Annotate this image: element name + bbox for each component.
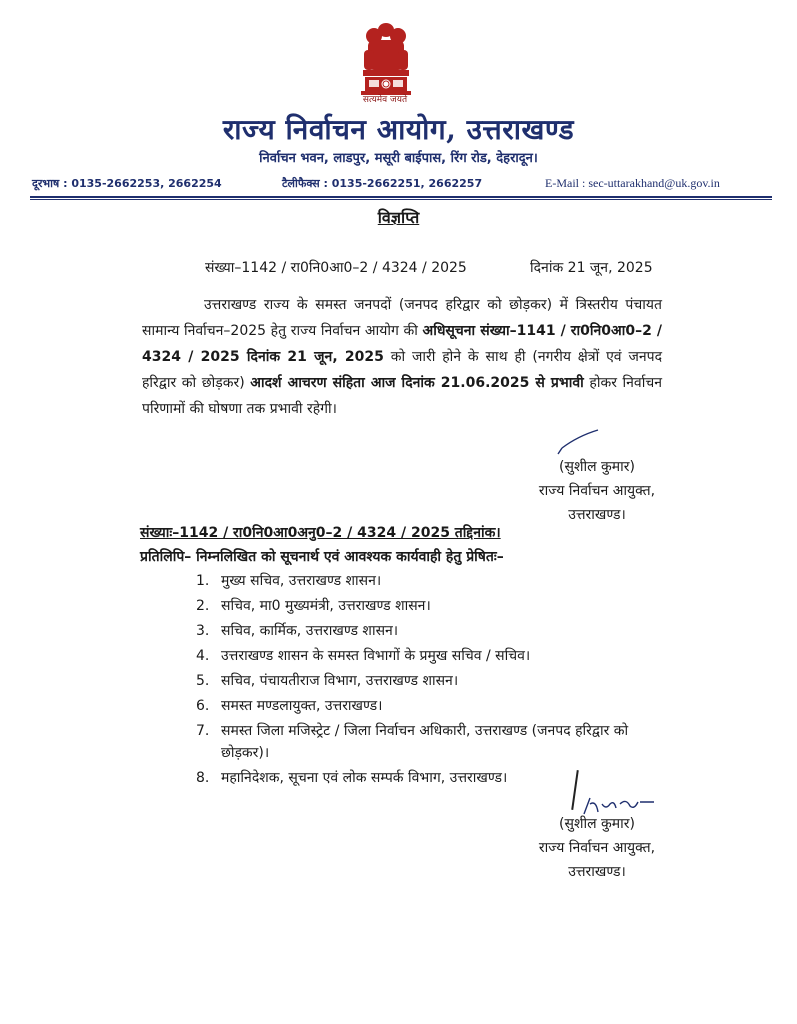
email-address: E-Mail : sec-uttarakhand@uk.gov.in	[545, 176, 720, 190]
list-item-text: सचिव, मा0 मुख्यमंत्री, उत्तराखण्ड शासन।	[221, 598, 431, 614]
notice-reference-number: संख्या–1142 / रा0नि0आ0–2 / 4324 / 2025	[205, 260, 467, 276]
header-divider	[30, 196, 772, 198]
copy-reference-number: संख्याः–1142 / रा0नि0आ0अनु0–2 / 4324 / 2025 तद्दिनांक।	[140, 525, 501, 541]
notice-body-bold2: आदर्श आचरण संहिता आज दिनांक 21.06.2025 से प्रभावी	[250, 375, 584, 391]
list-item-text: उत्तराखण्ड शासन के समस्त विभागों के प्रमुख सचिव / सचिव।	[221, 648, 531, 664]
signatory-name: (सुशील कुमार)	[559, 459, 635, 475]
list-item-text: समस्त मण्डलायुक्त, उत्तराखण्ड।	[221, 698, 383, 714]
notice-heading	[0, 206, 797, 228]
list-item	[196, 570, 636, 592]
signatory-designation: राज्य निर्वाचन आयुक्त,	[538, 840, 656, 856]
notice-date: दिनांक 21 जून, 2025	[530, 260, 653, 276]
list-item	[196, 645, 636, 667]
list-item	[196, 720, 636, 764]
list-item-text: महानिदेशक, सूचना एवं लोक सम्पर्क विभाग, उत्तराखण्ड।	[221, 770, 508, 786]
notice-body-part1: उत्तराखण्ड राज्य के समस्त जनपदों (जनपद हरिद्वार को छोड़कर) में त्रिस्तरीय पंचायत सामान्य निर्वाचन–2025 हेतु राज्य निर्वाचन आयोग की	[142, 297, 662, 339]
signatory-state: उत्तराखण्ड।	[568, 864, 626, 880]
list-item-text: मुख्य सचिव, उत्तराखण्ड शासन।	[221, 573, 382, 589]
signature-icon	[548, 428, 608, 458]
emblem-motto: सत्यमेव जयते	[362, 95, 408, 105]
notice-heading-text: विज्ञप्ति	[377, 208, 420, 227]
signatory-designation: राज्य निर्वाचन आयुक्त,	[538, 483, 656, 499]
list-item	[196, 767, 636, 789]
signature-block	[497, 455, 697, 527]
list-item-number: 6.	[196, 698, 210, 714]
notice-body-part3: होकर निर्वाचन परिणामों की घोषणा तक प्रभावी रहेगी।	[142, 375, 662, 417]
organization-address: निर्वाचन भवन, लाडपुर, मसूरी बाईपास, रिंग रोड, देहरादून।	[259, 151, 538, 166]
list-item	[196, 695, 636, 717]
signature-block-copy	[497, 812, 697, 884]
list-item	[196, 620, 636, 642]
list-item-number: 7.	[196, 723, 210, 739]
header-divider-thin	[30, 199, 772, 200]
fax-number: टैलीफैक्स : 0135-2662251, 2662257	[282, 177, 483, 190]
list-item-number: 5.	[196, 673, 210, 689]
list-item-number: 2.	[196, 598, 210, 614]
notice-body	[142, 292, 662, 422]
organization-name: राज्य निर्वाचन आयोग, उत्तराखण्ड	[222, 113, 575, 146]
list-item-number: 1.	[196, 573, 210, 589]
list-item-text: सचिव, कार्मिक, उत्तराखण्ड शासन।	[221, 623, 399, 639]
list-item	[196, 595, 636, 617]
list-item	[196, 670, 636, 692]
notice-body-part2: को जारी होने के साथ ही (नगरीय क्षेत्रों एवं जनपद हरिद्वार को छोड़कर)	[142, 349, 662, 391]
list-item-text: सचिव, पंचायतीराज विभाग, उत्तराखण्ड शासन।	[221, 673, 459, 689]
copy-heading: प्रतिलिपि– निम्नलिखित को सूचनार्थ एवं आवश्यक कार्यवाही हेतु प्रेषितः–	[140, 549, 504, 565]
list-item-number: 3.	[196, 623, 210, 639]
phone-number: दूरभाष : 0135-2662253, 2662254	[32, 177, 222, 190]
list-item-number: 8.	[196, 770, 210, 786]
notice-body-bold1: अधिसूचना संख्या–1141 / रा0नि0आ0–2 / 4324 / 2025 दिनांक 21 जून, 2025	[142, 323, 662, 365]
list-item-text: समस्त जिला मजिस्ट्रेट / जिला निर्वाचन अधिकारी, उत्तराखण्ड (जनपद हरिद्वार को छोड़कर)।	[221, 723, 629, 761]
list-item-number: 4.	[196, 648, 210, 664]
recipient-list	[196, 570, 636, 792]
signatory-state: उत्तराखण्ड।	[568, 507, 626, 523]
signatory-name: (सुशील कुमार)	[559, 816, 635, 832]
